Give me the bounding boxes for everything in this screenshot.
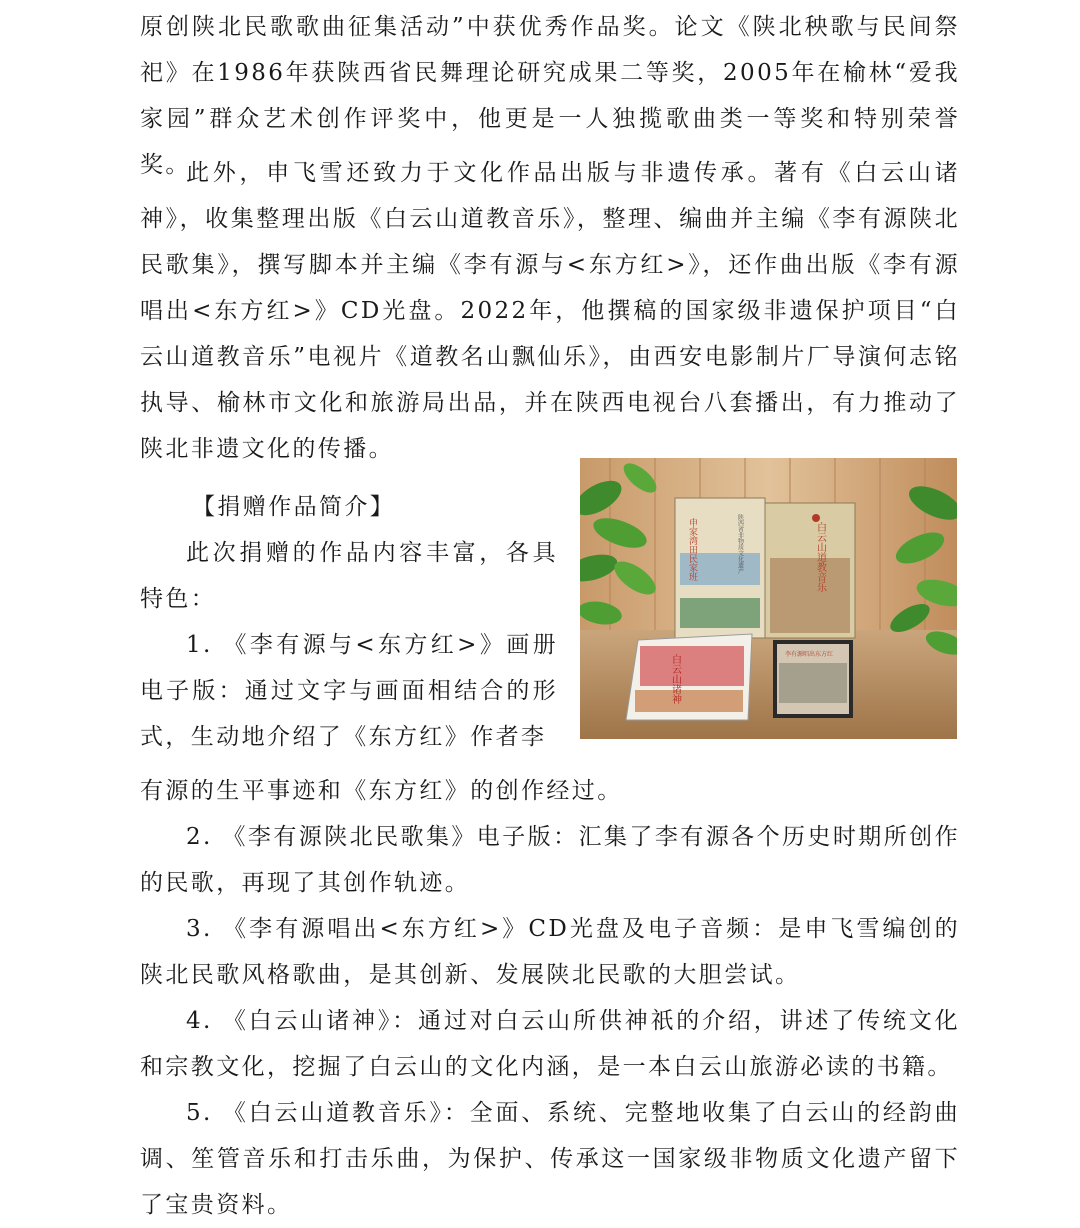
paragraph-awards: 原创陕北民歌歌曲征集活动”中获优秀作品奖。论文《陕北秧歌与民间祭祀》在1986年获陕西省民舞理论研究成果二等奖，2005年在榆林“爱我家园”群众艺术创作评奖中，他更是一人独揽歌曲类一等奖和特别荣誉奖。 (140, 14, 960, 178)
list-item-1: 1. 《李有源与<东方红>》画册电子版：通过文字与画面相结合的形式，生动地介绍了《东方红》作者李 (140, 632, 558, 750)
list-item-4: 4. 《白云山诸神》：通过对白云山所供神祇的介绍，讲述了传统文化和宗教文化，挖掘了白云山的文化内涵，是一本白云山旅游必读的书籍。 (140, 1008, 960, 1080)
list-item-2: 2. 《李有源陕北民歌集》电子版：汇集了李有源各个历史时期所创作的民歌，再现了其创作轨迹。 (140, 824, 960, 896)
dvd-case (773, 640, 853, 718)
svg-text:陕西省非物质文化遗产: 陕西省非物质文化遗产 (736, 514, 744, 574)
book-left (675, 498, 765, 638)
list-item-5: 5. 《白云山道教音乐》：全面、系统、完整地收集了白云山的经韵曲调、笙管音乐和打击乐曲，为保护、传承这一国家级非物质文化遗产留下了宝贵资料。 (140, 1100, 960, 1218)
paragraph-publications: 此外，申飞雪还致力于文化作品出版与非遗传承。著有《白云山诸神》，收集整理出版《白云山道教音乐》，整理、编曲并主编《李有源陕北民歌集》，撰写脚本并主编《李有源与<东方红>》，还作曲出版《李有源唱出<东方红>》CD光盘。2022年，他撰稿的国家级非遗保护项目“白云山道教音乐”电视片《道教名山飘仙乐》，由西安电影制片厂导演何志铭执导、榆林市文化和旅游局出品，并在陕西电视台八套播出，有力推动了陕北非遗文化的传播。 (140, 160, 960, 462)
text-block-publications (140, 150, 960, 472)
svg-text:白云山道教音乐: 白云山道教音乐 (814, 522, 826, 592)
donated-books-photo (580, 458, 957, 739)
list-item-3: 3. 《李有源唱出<东方红>》CD光盘及电子音频：是申飞雪编创的陕北民歌风格歌曲，是其创新、发展陕北民歌的大胆尝试。 (140, 916, 960, 988)
book-right (765, 503, 855, 638)
svg-text:申家湾田民家班: 申家湾田民家班 (687, 518, 697, 581)
svg-text:白云山诸神: 白云山诸神 (669, 654, 681, 704)
text-column-left (140, 484, 558, 760)
text-block-items (140, 768, 960, 1228)
svg-text:李有源唱出东方红: 李有源唱出东方红 (785, 651, 834, 658)
section-heading: 【捐赠作品简介】 (192, 494, 396, 520)
book-front (626, 634, 752, 720)
list-item-1-continued: 有源的生平事迹和《东方红》的创作经过。 (140, 778, 623, 804)
paragraph-intro: 此次捐赠的作品内容丰富，各具特色： (140, 540, 558, 612)
